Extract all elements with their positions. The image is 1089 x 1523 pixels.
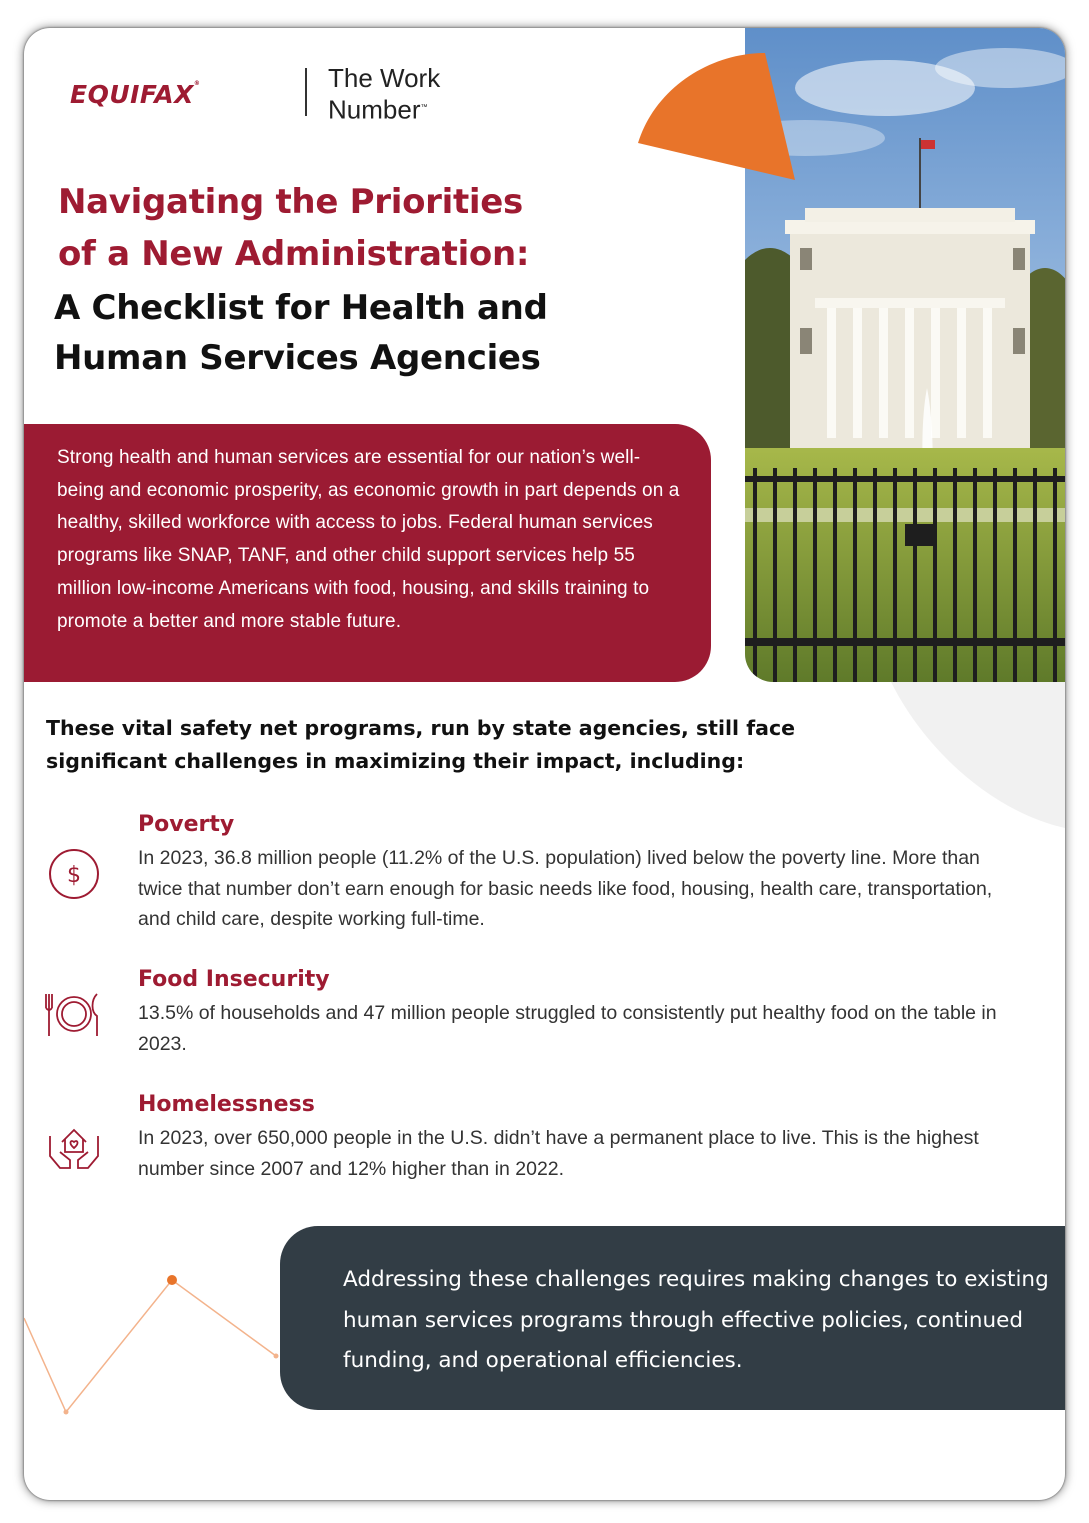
house-hands-icon (46, 1116, 102, 1172)
callout-box (280, 1226, 1065, 1410)
subtitle-line-1: A Checklist for Health and (54, 288, 548, 328)
equifax-logo: EQUIFAX® (70, 80, 201, 109)
svg-text:$: $ (67, 863, 81, 888)
poverty-title: Poverty (138, 812, 235, 837)
page-title (58, 176, 529, 280)
dollar-circle-icon (46, 846, 102, 902)
the-work-number-logo (328, 64, 440, 125)
callout-text: Addressing these challenges requires making changes to existing human services programs through effective policies, continued funding, and operational efficiencies. (343, 1267, 1049, 1373)
intro-box (24, 424, 711, 682)
homelessness-text: In 2023, over 650,000 people in the U.S. didn’t have a permanent place to live. This is the highest number since 2007 and 12% higher than in 2022. (138, 1127, 979, 1180)
orange-accent-shape (630, 48, 800, 188)
infographic-card (24, 28, 1065, 1500)
poverty-text: In 2023, 36.8 million people (11.2% of the U.S. population) lived below the poverty line. More than twice that number don’t earn enough for basic needs like food, housing, health care, transportation, and child care, despite working full-time. (138, 847, 993, 930)
orange-line-decoration (24, 1258, 294, 1428)
logo-line-1: The Work (328, 63, 441, 93)
title-line-1: Navigating the Priorities (58, 182, 523, 222)
logo-line-2: Number™ (328, 94, 428, 125)
food-insecurity-text: 13.5% of households and 47 million people struggled to consistently put healthy food on the table in 2023. (138, 1002, 997, 1055)
food-insecurity-title: Food Insecurity (138, 967, 330, 992)
page-subtitle (54, 283, 548, 383)
challenges-heading: These vital safety net programs, run by state agencies, still face significant challenges in maximizing their impact, including: (46, 716, 796, 773)
title-line-2: of a New Administration: (58, 234, 530, 274)
plate-utensils-icon (44, 986, 100, 1042)
subtitle-line-2: Human Services Agencies (54, 338, 541, 378)
logo-divider (305, 68, 307, 116)
intro-text: Strong health and human services are essential for our nation’s well-being and economic prosperity, as economic growth in part depends on a healthy, skilled workforce with access to jobs. Federal human services programs like SNAP, TANF, and other child support services help 55 million low-income Americans with food, housing, and skills training to promote a better and more stable future. (57, 447, 680, 632)
homelessness-title: Homelessness (138, 1092, 315, 1117)
